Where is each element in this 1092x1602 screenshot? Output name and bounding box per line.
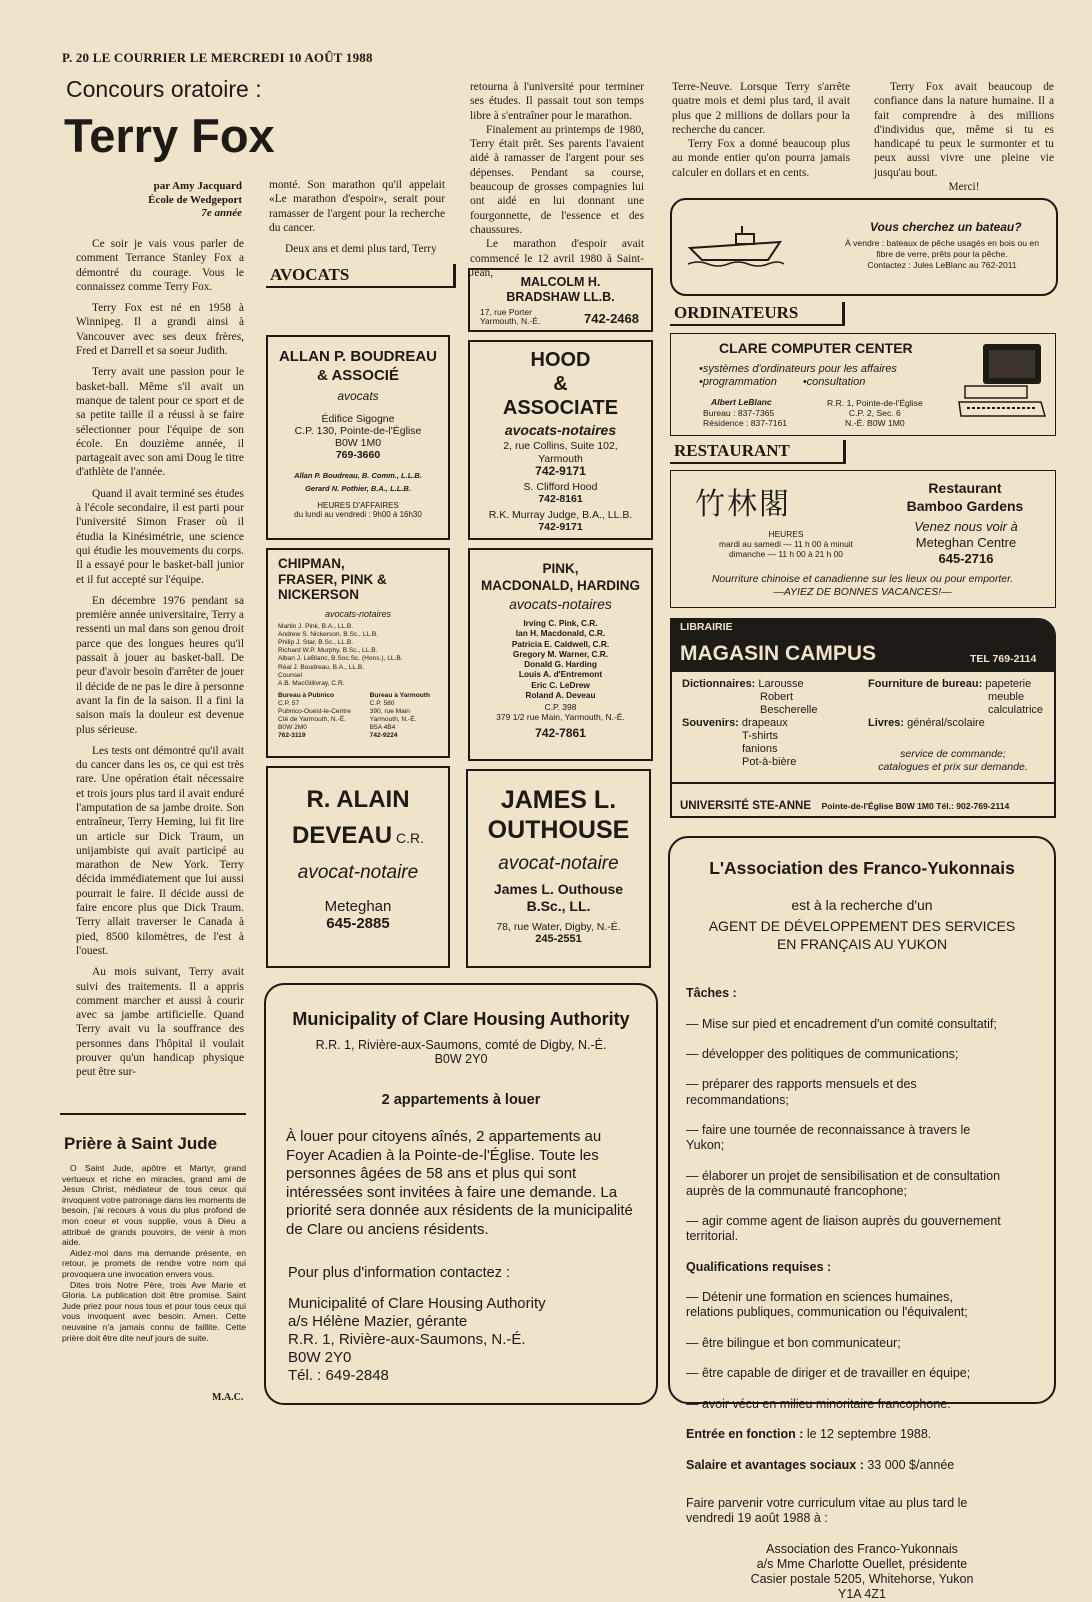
computer-addr: N.-É. B0W 1M0 bbox=[845, 418, 905, 428]
ad-magasin-campus bbox=[670, 618, 1056, 818]
deveau-city: Meteghan bbox=[324, 898, 392, 915]
housing-contact-label: Pour plus d'information contactez : bbox=[288, 1265, 510, 1281]
campus-dict: Larousse bbox=[758, 678, 804, 690]
hood-name: HOOD & ASSOCIATE bbox=[502, 349, 619, 419]
bradshaw-addr: 17, rue Porter bbox=[480, 307, 532, 317]
campus-title: MAGASIN CAMPUS bbox=[680, 642, 877, 665]
pink-addr: 379 1/2 rue Main, Yarmouth, N.-É. bbox=[496, 712, 625, 723]
ad-pink bbox=[468, 548, 653, 761]
hood-sub: avocats-notaires bbox=[504, 422, 617, 438]
yukon-addr: Casier postale 5205, Whitehorse, Yukon bbox=[750, 1571, 974, 1586]
yukon-entree-label: Entrée en fonction : bbox=[686, 1427, 804, 1442]
computer-bullet: •consultation bbox=[802, 376, 866, 388]
article-title: Terry Fox bbox=[64, 109, 275, 162]
campus-tel: TEL 769-2114 bbox=[970, 653, 1037, 665]
yukon-qual: — Détenir une formation en sciences humaines, relations publiques, communication ou l'équivalent; bbox=[686, 1290, 968, 1320]
campus-footer-addr: Pointe-de-l'Église B0W 1M0 Tél.: 902-769-2114 bbox=[821, 801, 1010, 811]
article-column-1: Ce soir je vais vous parler de comment Terrance Stanley Fox a démontré du courage. Vous le connaissez comme Terry Fox. Terry Fox est né en 1958 à Winnipeg. Il a grandi ainsi à Vancouver avec ses deux frères, Fred et Darrell et sa soeur Judith. Terry avait une passion pour le basket-ball. Même s'il avait un manque de talent pour ce sport et de sa petite taille il a réussi à se faire sélectionner pour l'équipe de son école. En douzième année, il partageait avec son ami Doug le titre d'athlète de l'année. Quand il avait terminé ses études à l'école secondaire, il est parti pour l'université Simon Fraser où il étudia la Kinésimétrie, une science qui étudie les mouvements du corps. Il a essayé pour le basket-ball junior et il fut accepté sur l'équipe. En décembre 1976 pendant sa première année universitaire, Terry a ressenti un mal dans son genou droit parce que des longues heures qu'il passait à jouer au basket-ball. De peur d'avoir besoin d'arrêter de jouer il décide de ne pas le dire à personne avant la fin de la saison. Il a fini la saison mais la douleur est devenue plus sérieuse. Les tests ont démontré qu'il avait du cancer dans les os, ce qui est très rare. Une opération était nécessaire et trois jours plus tard il avait enduré l'amputation de sa jambe droite. Son entraîneur, Terry Heming, lui fit lire un article sur Dick Traum, un unijambiste qui avait participé au marathon de New York. Terry décida immédiatement que lui aussi pourrait le faire. Il décide aussi de faire encore plus que Dick Traum. Terry allait traverser le Canada à pied, 8500 kilomètres, de l'est à l'ouest. Au mois suivant, Terry avait suivi des traitements. Il a appris comment marcher et aussi à courir avec sa jambe artificielle. Quand Terry avait vu la souffrance des personnes dans l'hôpital il voulait prouver qu'un handicap physique peut être sur- bbox=[76, 238, 244, 1079]
campus-four: calculatrice bbox=[988, 704, 1044, 716]
housing-body: À louer pour citoyens aînés, 2 appartements au Foyer Acadien à la Pointe-de-l'Église. Toute les personnes âgées de 58 ans et plus qui sont intéressées sont invitées à faire une demande. La priorité sera donnée aux résidents de la municipalité de Clare ou anciens résidents. bbox=[286, 1128, 633, 1238]
housing-contact: a/s Hélène Mazier, gérante bbox=[288, 1313, 468, 1330]
yukon-salaire-label: Salaire et avantages sociaux : bbox=[686, 1457, 864, 1472]
boudreau-addr: Édifice Sigogne bbox=[321, 413, 395, 425]
yukon-entree: le 12 septembre 1988. bbox=[803, 1427, 932, 1442]
deveau-tel: 645-2885 bbox=[326, 915, 390, 932]
campus-four: papeterie bbox=[985, 678, 1032, 690]
deveau-name: R. ALAIN bbox=[306, 786, 410, 813]
article-column-5: Terry Fox avait beaucoup de confiance dans la nature humaine. Il a fait comprendre à des millions d'individus que, même si tu es handicapé tu peux le surmonter et tu peux aussi vivre une pleine vie jusqu'au bout. Merci! bbox=[874, 81, 1054, 194]
hood-addr: Yarmouth bbox=[538, 452, 583, 465]
housing-postal: B0W 2Y0 bbox=[434, 1052, 488, 1066]
yukon-addr: Y1A 4Z1 bbox=[838, 1587, 886, 1602]
ad-deveau bbox=[266, 766, 450, 968]
hood-person: S. Clifford Hood bbox=[523, 480, 598, 493]
pink-addr: C.P. 398 bbox=[544, 702, 577, 713]
campus-catalog: catalogues et prix sur demande. bbox=[878, 760, 1028, 773]
article-column-2: monté. Son marathon qu'il appelait «Le marathon d'espoir», serait pour ramasser de l'argent pour la recherche du cancer. Deux ans et demi plus tard, Terry bbox=[269, 179, 445, 256]
campus-four: meuble bbox=[988, 691, 1025, 703]
campus-four-label: Fourniture de bureau: bbox=[868, 678, 983, 690]
boudreau-person: Allan P. Boudreau, B. Comm., L.L.B. bbox=[294, 471, 422, 480]
housing-contact: R.R. 1, Rivière-aux-Saumons, N.-É. bbox=[288, 1331, 526, 1348]
campus-souv: fanions bbox=[742, 743, 778, 755]
hood-tel: 742-9171 bbox=[538, 521, 583, 533]
yukon-qual: — être capable de diriger et de travailler en équipe; bbox=[686, 1366, 971, 1381]
housing-contact: Municipalité of Clare Housing Authority bbox=[288, 1295, 546, 1312]
yukon-job: AGENT DE DÉVELOPPEMENT DES SERVICES EN FRANÇAIS AU YUKON bbox=[708, 918, 1016, 952]
campus-dict: Bescherelle bbox=[760, 704, 818, 716]
bradshaw-name: MALCOLM H. BRADSHAW LL.B. bbox=[506, 275, 615, 304]
chipman-people: Martin J. Pink, B.A., LL.B. Andrew S. Nickerson, B.Sc., LL.B. Philip J. Star, B.Sc., LL.B. Richard W.P. Murphy, B.Sc., LL.B. Alban J. LeBlanc, B.Soc.Sc. (Hons.), LL.B. Réal J. Boudreau, B.A., LL.B. Counsel A.B. MacGillivray, C.R. bbox=[278, 622, 403, 687]
computer-addr: R.R. 1, Pointe-de-l'Église bbox=[827, 398, 923, 408]
section-restaurant: RESTAURANT bbox=[670, 440, 846, 464]
boat-icon bbox=[688, 224, 784, 268]
yukon-qual-label: Qualifications requises : bbox=[686, 1259, 832, 1274]
computer-bullet: •systèmes d'ordinateurs pour les affaires bbox=[699, 363, 897, 375]
boudreau-sub: avocats bbox=[337, 389, 379, 403]
campus-tag: LIBRAIRIE bbox=[680, 621, 733, 633]
housing-contact: B0W 2Y0 bbox=[288, 1349, 352, 1366]
computer-addr: C.P. 2, Sec. 6 bbox=[848, 408, 901, 418]
restaurant-title: Restaurant Bamboo Gardens bbox=[906, 480, 1024, 514]
campus-souv: drapeaux bbox=[741, 717, 788, 729]
restaurant-line: —AYIEZ DE BONNES VACANCES!— bbox=[773, 586, 952, 598]
bradshaw-tel: 742-2468 bbox=[584, 311, 639, 326]
article-column-3: retourna à l'université pour terminer ses études. Il passait tout son temps libre à s'entraîner pour le marathon. Finalement au printemps de 1980, Terry était prêt. Ses parents l'avaient aidé à ramasser de l'argent pour ses dépenses. Pendant sa course, beaucoup de grosses compagnies lui ont aidé en lui donnant une fourgonnette, de l'essence et des chaussures. Le marathon d'espoir avait commencé le 12 avril 1980 à Saint-Jean, bbox=[470, 81, 644, 279]
housing-contact: Tél. : 649-2848 bbox=[288, 1367, 389, 1384]
ad-bamboo-gardens bbox=[670, 470, 1056, 608]
hood-addr: 2, rue Collins, Suite 102, bbox=[503, 440, 618, 452]
computer-residence: Résidence : 837-7161 bbox=[703, 418, 788, 428]
computer-contact: Albert LeBlanc bbox=[711, 397, 772, 407]
campus-souv: T-shirts bbox=[742, 730, 779, 742]
campus-livres-label: Livres: bbox=[868, 717, 905, 729]
ad-bradshaw bbox=[468, 268, 653, 332]
housing-addr: R.R. 1, Rivière-aux-Saumons, comté de Digby, N.-É. bbox=[315, 1038, 607, 1052]
campus-divider bbox=[672, 782, 1054, 784]
ad-clare-computer bbox=[670, 333, 1056, 436]
campus-dict-label: Dictionnaires: bbox=[682, 678, 756, 690]
priere-title: Prière à Saint Jude bbox=[64, 1134, 218, 1153]
yukon-task: — faire une tournée de reconnaissance à travers le Yukon; bbox=[686, 1123, 971, 1153]
outhouse-person: James L. Outhouse B.Sc., LL. bbox=[493, 881, 624, 914]
ad-clare-housing bbox=[264, 983, 658, 1405]
chipman-name: CHIPMAN, FRASER, PINK & NICKERSON bbox=[278, 556, 387, 602]
campus-dict: Robert bbox=[760, 691, 794, 703]
yukon-task: — Mise sur pied et encadrement d'un comité consultatif; bbox=[686, 1016, 997, 1031]
bateau-title: Vous cherchez un bateau? bbox=[870, 220, 1022, 234]
yukon-salaire: 33 000 $/année bbox=[863, 1457, 955, 1472]
boudreau-addr: B0W 1M0 bbox=[334, 437, 382, 449]
deveau-sub: avocat-notaire bbox=[297, 862, 419, 883]
boudreau-hours: du lundi au vendredi : 9h00 à 16h30 bbox=[294, 510, 422, 519]
computer-bureau: Bureau : 837-7365 bbox=[703, 407, 775, 418]
pink-sub: avocats-notaires bbox=[509, 596, 612, 612]
yukon-qual: — avoir vécu en milieu minoritaire francophone. bbox=[686, 1396, 951, 1411]
yukon-faire: Faire parvenir votre curriculum vitae au plus tard le vendredi 19 août 1988 à : bbox=[686, 1495, 968, 1526]
outhouse-name: JAMES L. OUTHOUSE bbox=[487, 786, 630, 844]
housing-sub: 2 appartements à louer bbox=[381, 1092, 541, 1108]
restaurant-city: Meteghan Centre bbox=[915, 535, 1017, 550]
article-kicker: Concours oratoire : bbox=[66, 76, 262, 102]
yukon-task: — préparer des rapports mensuels et des recommandations; bbox=[686, 1077, 917, 1107]
pink-tel: 742-7861 bbox=[535, 726, 586, 741]
ad-franco-yukonnais bbox=[668, 836, 1056, 1602]
yukon-task: — développer des politiques de communications; bbox=[686, 1047, 959, 1062]
campus-livres: général/scolaire bbox=[907, 717, 985, 729]
deveau-name: DEVEAU bbox=[292, 822, 393, 849]
restaurant-hours: dimanche — 11 h 00 à 21 h 00 bbox=[729, 549, 843, 559]
boudreau-hours: HEURES D'AFFAIRES bbox=[317, 501, 399, 510]
yukon-addr: Association des Franco-Yukonnais bbox=[766, 1541, 958, 1556]
bradshaw-addr: Yarmouth, N.-É. bbox=[480, 316, 541, 326]
campus-souv-label: Souvenirs: bbox=[682, 717, 739, 729]
yukon-taches-label: Tâches : bbox=[686, 986, 737, 1001]
outhouse-sub: avocat-notaire bbox=[498, 853, 619, 874]
ad-chipman bbox=[266, 548, 450, 758]
computer-icon bbox=[957, 342, 1049, 422]
outhouse-tel: 245-2551 bbox=[535, 933, 582, 945]
boudreau-addr: C.P. 130, Pointe-de-l'Église bbox=[294, 425, 422, 437]
chinese-logo: 竹林閣 bbox=[695, 487, 791, 522]
yukon-title: L'Association des Franco-Yukonnais bbox=[709, 858, 1015, 878]
yukon-task: — agir comme agent de liaison auprès du gouvernement territorial. bbox=[686, 1214, 1001, 1244]
restaurant-hours: mardi au samedi — 11 h 00 à minuit bbox=[719, 539, 853, 549]
article-column-4: Terre-Neuve. Lorsque Terry s'arrête quatre mois et demi plus tard, il avait plus que 2 millions de dollars pour la recherche du cancer. Terry Fox a donné beaucoup plus au monde entier qu'on pourra jamais calculer en dollars et en cents. bbox=[672, 81, 850, 179]
restaurant-tel: 645-2716 bbox=[938, 551, 994, 566]
ad-hood bbox=[468, 340, 653, 540]
ad-bateau bbox=[670, 198, 1058, 296]
yukon-intro: est à la recherche d'un bbox=[791, 897, 933, 913]
ad-boudreau bbox=[266, 335, 450, 540]
campus-service: service de commande; bbox=[900, 748, 1006, 760]
restaurant-venez: Venez nous voir à bbox=[914, 519, 1018, 534]
section-ordinateurs: ORDINATEURS bbox=[670, 302, 845, 326]
priere-rule bbox=[60, 1113, 246, 1115]
boudreau-person: Gerard N. Pothier, B.A., L.L.B. bbox=[305, 484, 411, 493]
ad-outhouse bbox=[466, 769, 651, 968]
computer-title: CLARE COMPUTER CENTER bbox=[719, 340, 913, 356]
bateau-text: À vendre : bateaux de pêche usagés en bois ou en fibre de verre, prêts pour la pêche. bbox=[845, 238, 1039, 259]
restaurant-hours-label: HEURES bbox=[768, 529, 804, 539]
priere-text: O Saint Jude, apôtre et Martyr, grand vertueux et riche en miracles, grand ami de Jesus Christ, médiateur de tous ceux qui invoquent votre patronage dans les moments de besoin, j'ai recours à vous du plus profond de mon coeur et vous supplie, vous à Dieu a attribué de grands pouvoirs, de venir à mon aide. Aidez-moi dans ma demande présente, en retour, je promets de rendre votre nom qui provoquera une invocation envers vous. Dites trois Notre Père, trois Ave Marie et Gloria. La publication doit être promise. Saint Jude priez pour nous tous et pour tous ceux qui vous invoquent avec besoin. Amen. Cette neuvaine n'a jamais connu de faillite. Cette prière doit être dite neuf jours de suite. bbox=[62, 1163, 246, 1343]
priere-signature: M.A.C. bbox=[212, 1392, 244, 1403]
chipman-yarmouth: Bureau à Yarmouth C.P. 580 390, rue Main Yarmouth, N.-É. B5A 4B4 742-9224 bbox=[369, 692, 430, 740]
hood-tel: 742-9171 bbox=[535, 464, 586, 478]
yukon-addr: a/s Mme Charlotte Ouellet, présidente bbox=[756, 1556, 968, 1571]
deveau-cr: C.R. bbox=[392, 830, 424, 846]
bateau-contact: Contactez : Jules LeBlanc au 762-2011 bbox=[867, 260, 1017, 270]
hood-person: R.K. Murray Judge, B.A., LL.B. bbox=[488, 508, 633, 521]
campus-footer: UNIVERSITÉ STE-ANNE bbox=[680, 800, 811, 812]
housing-title: Municipality of Clare Housing Authority bbox=[292, 1009, 630, 1029]
byline: par Amy Jacquard École de Wedgeport 7e année bbox=[148, 180, 242, 219]
yukon-task: — élaborer un projet de sensibilisation et de consultation auprès de la communauté francophone; bbox=[686, 1168, 1001, 1198]
computer-bullet: •programmation bbox=[699, 376, 777, 388]
chipman-sub: avocats-notaires bbox=[324, 608, 392, 619]
pink-people: Irving C. Pink, C.R. Ian H. Macdonald, C.R. Patricia E. Caldwell, C.R. Gregory M. Warner, C.R. Donald G. Harding Louis A. d'Entremont Eric C. LeDrew Roland A. Deveau bbox=[511, 618, 610, 701]
section-avocats: AVOCATS bbox=[266, 264, 456, 288]
page-header: P. 20 LE COURRIER LE MERCREDI 10 AOÛT 1988 bbox=[62, 50, 373, 65]
campus-souv: Pot-à-bière bbox=[742, 756, 797, 768]
pink-name: PINK, MACDONALD, HARDING bbox=[481, 561, 640, 593]
boudreau-name: ALLAN P. BOUDREAU & ASSOCIÉ bbox=[278, 348, 438, 384]
outhouse-addr: 78, rue Water, Digby, N.-É. bbox=[496, 921, 621, 933]
hood-tel: 742-8161 bbox=[538, 493, 583, 505]
yukon-qual: — être bilingue et bon communicateur; bbox=[686, 1335, 901, 1350]
restaurant-line: Nourriture chinoise et canadienne sur les lieux ou pour emporter. bbox=[711, 573, 1014, 585]
boudreau-tel: 769-3660 bbox=[335, 449, 381, 461]
chipman-pubnico: Bureau à Pubnico C.P. 57 Pubnico-Ouest-le-Centre Cté de Yarmouth, N.-É. B0W 2M0 762-3119 bbox=[278, 692, 351, 740]
